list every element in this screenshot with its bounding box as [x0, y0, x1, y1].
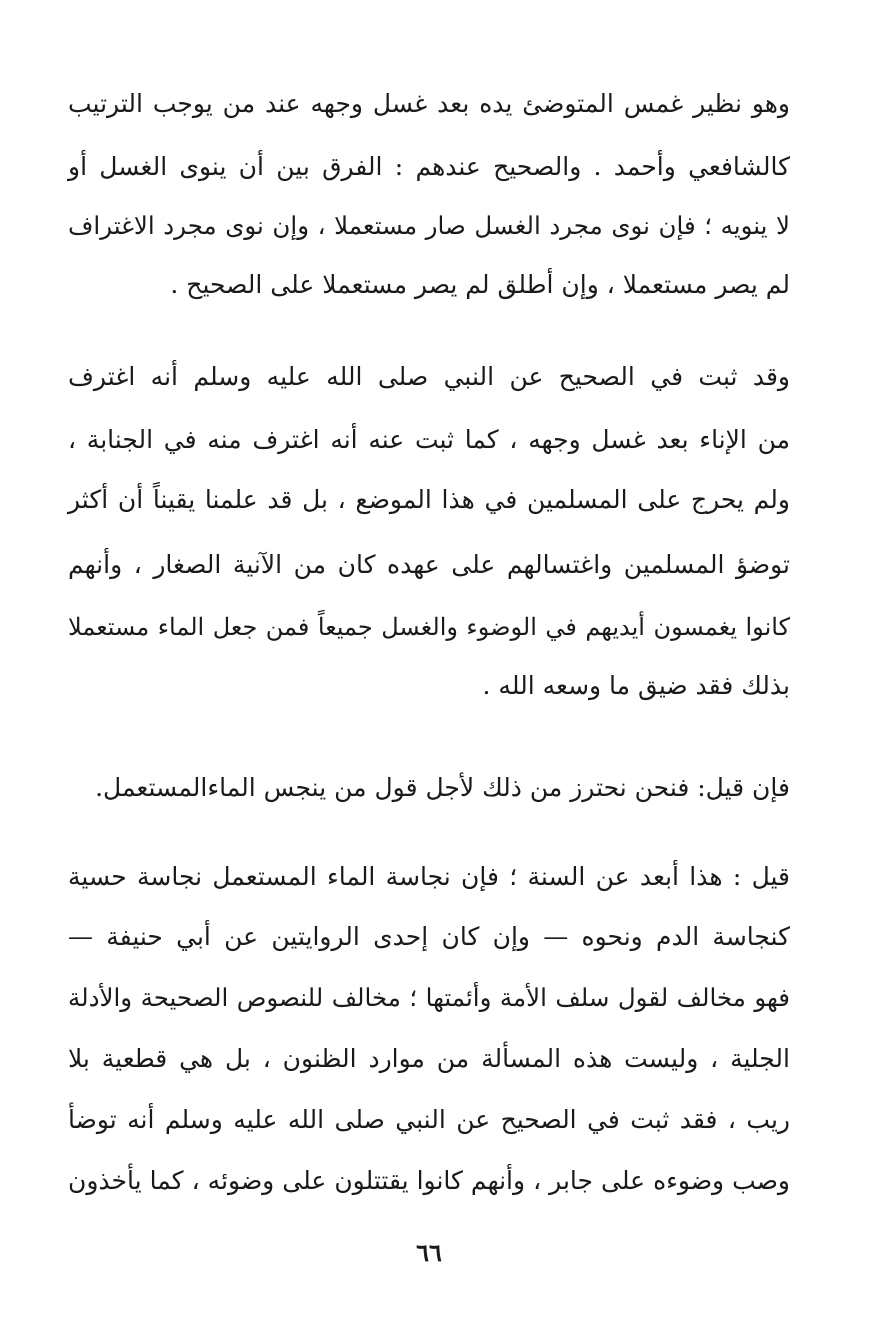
- text-line: فإن قيل: فنحن نحترز من ذلك لأجل قول من ينجس الماءالمستعمل.: [95, 773, 790, 802]
- text-line: وهو نظير غمس المتوضئ يده بعد غسل وجهه عند من يوجب الترتيب: [68, 89, 790, 118]
- text-line: لم يصر مستعملا ، وإن أطلق لم يصر مستعملا على الصحيح .: [170, 270, 790, 299]
- page-number: ٦٦: [416, 1238, 442, 1267]
- text-line: ولم يحرج على المسلمين في هذا الموضع ، بل قد علمنا يقيناً أن أكثر: [68, 485, 790, 514]
- text-line: كنجاسة الدم ونحوه — وإن كان إحدى الروايتين عن أبي حنيفة —: [68, 922, 790, 951]
- text-line: من الإناء بعد غسل وجهه ، كما ثبت عنه أنه اغترف منه في الجنابة ،: [68, 425, 790, 454]
- book-page: [68, 0, 790, 1327]
- text-line: فهو مخالف لقول سلف الأمة وأئمتها ؛ مخالف للنصوص الصحيحة والأدلة: [68, 983, 790, 1012]
- text-line: كالشافعي وأحمد . والصحيح عندهم : الفرق بين أن ينوى الغسل أو: [68, 152, 790, 181]
- text-line: لا ينويه ؛ فإن نوى مجرد الغسل صار مستعملا ، وإن نوى مجرد الاغتراف: [68, 211, 790, 240]
- text-line: بذلك فقد ضيق ما وسعه الله .: [482, 671, 790, 700]
- text-line: كانوا يغمسون أيديهم في الوضوء والغسل جميعاً فمن جعل الماء مستعملا: [68, 613, 791, 641]
- text-line: وقد ثبت في الصحيح عن النبي صلى الله عليه وسلم أنه اغترف: [68, 362, 790, 391]
- text-line: وصب وضوءه على جابر ، وأنهم كانوا يقتتلون على وضوئه ، كما يأخذون: [68, 1166, 790, 1195]
- text-line: قيل : هذا أبعد عن السنة ؛ فإن نجاسة الماء المستعمل نجاسة حسية: [68, 862, 790, 891]
- text-line: توضؤ المسلمين واغتسالهم على عهده كان من الآنية الصغار ، وأنهم: [68, 550, 790, 579]
- text-line: الجلية ، وليست هذه المسألة من موارد الظنون ، بل هي قطعية بلا: [68, 1044, 790, 1073]
- text-line: ريب ، فقد ثبت في الصحيح عن النبي صلى الله عليه وسلم أنه توضأ: [68, 1105, 790, 1134]
